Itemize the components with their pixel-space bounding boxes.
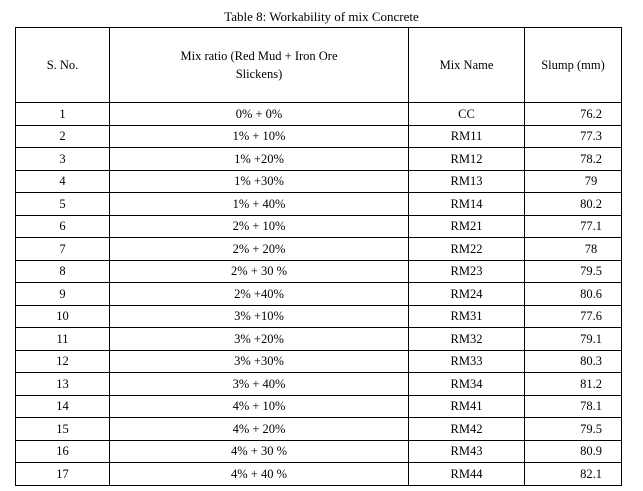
cell-mix-ratio: 3% +10% (110, 305, 409, 328)
table-row (16, 440, 622, 463)
cell-mix-ratio: 3% +20% (110, 328, 409, 351)
cell-mix-name: RM42 (409, 418, 525, 441)
cell-mix-name: RM13 (409, 170, 525, 193)
cell-mix-name: RM14 (409, 193, 525, 216)
cell-sno: 6 (16, 215, 110, 238)
cell-slump: 77.1 (525, 215, 622, 238)
cell-sno: 2 (16, 125, 110, 148)
cell-sno: 16 (16, 440, 110, 463)
cell-slump: 80.9 (525, 440, 622, 463)
cell-mix-name: RM41 (409, 395, 525, 418)
cell-sno: 8 (16, 260, 110, 283)
cell-mix-ratio: 3% +30% (110, 350, 409, 373)
cell-slump: 80.3 (525, 350, 622, 373)
cell-slump: 78.1 (525, 395, 622, 418)
cell-mix-ratio: 3% + 40% (110, 373, 409, 396)
cell-mix-ratio: 1% +20% (110, 148, 409, 171)
table-row (16, 328, 622, 351)
table-row (16, 193, 622, 216)
cell-sno: 4 (16, 170, 110, 193)
cell-slump: 80.6 (525, 283, 622, 306)
cell-slump: 77.3 (525, 125, 622, 148)
table-row (16, 395, 622, 418)
cell-slump: 81.2 (525, 373, 622, 396)
cell-mix-name: RM24 (409, 283, 525, 306)
cell-mix-name: RM21 (409, 215, 525, 238)
cell-mix-name: RM23 (409, 260, 525, 283)
cell-slump: 79.1 (525, 328, 622, 351)
cell-mix-name: RM33 (409, 350, 525, 373)
cell-mix-ratio: 4% + 40 % (110, 463, 409, 486)
cell-sno: 12 (16, 350, 110, 373)
cell-slump: 82.1 (525, 463, 622, 486)
table-body (16, 103, 622, 486)
cell-sno: 17 (16, 463, 110, 486)
header-sno: S. No. (16, 28, 110, 103)
cell-mix-ratio: 4% + 20% (110, 418, 409, 441)
cell-mix-ratio: 4% + 10% (110, 395, 409, 418)
table-caption: Table 8: Workability of mix Concrete (224, 9, 419, 24)
cell-slump: 78.2 (525, 148, 622, 171)
header-slump: Slump (mm) (525, 28, 622, 103)
cell-sno: 5 (16, 193, 110, 216)
cell-sno: 14 (16, 395, 110, 418)
cell-slump: 78 (525, 238, 622, 261)
header-mix-ratio-label: Mix ratio (Red Mud + Iron Ore Slickens) (180, 49, 338, 81)
table-row (16, 418, 622, 441)
table-row (16, 305, 622, 328)
cell-sno: 15 (16, 418, 110, 441)
cell-mix-name: RM31 (409, 305, 525, 328)
cell-sno: 11 (16, 328, 110, 351)
cell-sno: 7 (16, 238, 110, 261)
cell-slump: 77.6 (525, 305, 622, 328)
table-row (16, 350, 622, 373)
cell-sno: 10 (16, 305, 110, 328)
cell-mix-ratio: 2% +40% (110, 283, 409, 306)
table-row (16, 170, 622, 193)
cell-mix-ratio: 1% + 40% (110, 193, 409, 216)
table-row (16, 125, 622, 148)
cell-sno: 13 (16, 373, 110, 396)
table-row (16, 215, 622, 238)
cell-mix-name: CC (409, 103, 525, 126)
cell-slump: 79 (525, 170, 622, 193)
cell-mix-name: RM12 (409, 148, 525, 171)
cell-mix-ratio: 1% + 10% (110, 125, 409, 148)
cell-mix-name: RM34 (409, 373, 525, 396)
cell-mix-name: RM22 (409, 238, 525, 261)
cell-mix-name: RM43 (409, 440, 525, 463)
table-row (16, 148, 622, 171)
table-row (16, 283, 622, 306)
cell-slump: 80.2 (525, 193, 622, 216)
cell-slump: 79.5 (525, 260, 622, 283)
cell-sno: 3 (16, 148, 110, 171)
cell-mix-ratio: 2% + 30 % (110, 260, 409, 283)
cell-slump: 79.5 (525, 418, 622, 441)
header-mix-ratio (110, 28, 409, 103)
workability-table (15, 27, 622, 486)
table-row (16, 373, 622, 396)
header-mix-name: Mix Name (409, 28, 525, 103)
cell-mix-name: RM11 (409, 125, 525, 148)
table-row (16, 103, 622, 126)
cell-sno: 9 (16, 283, 110, 306)
cell-mix-name: RM44 (409, 463, 525, 486)
cell-mix-ratio: 0% + 0% (110, 103, 409, 126)
table-header-row (16, 28, 622, 103)
cell-mix-ratio: 2% + 10% (110, 215, 409, 238)
cell-slump: 76.2 (525, 103, 622, 126)
table-row (16, 463, 622, 486)
cell-mix-ratio: 2% + 20% (110, 238, 409, 261)
table-row (16, 238, 622, 261)
table-row (16, 260, 622, 283)
cell-mix-ratio: 4% + 30 % (110, 440, 409, 463)
cell-mix-name: RM32 (409, 328, 525, 351)
cell-mix-ratio: 1% +30% (110, 170, 409, 193)
cell-sno: 1 (16, 103, 110, 126)
